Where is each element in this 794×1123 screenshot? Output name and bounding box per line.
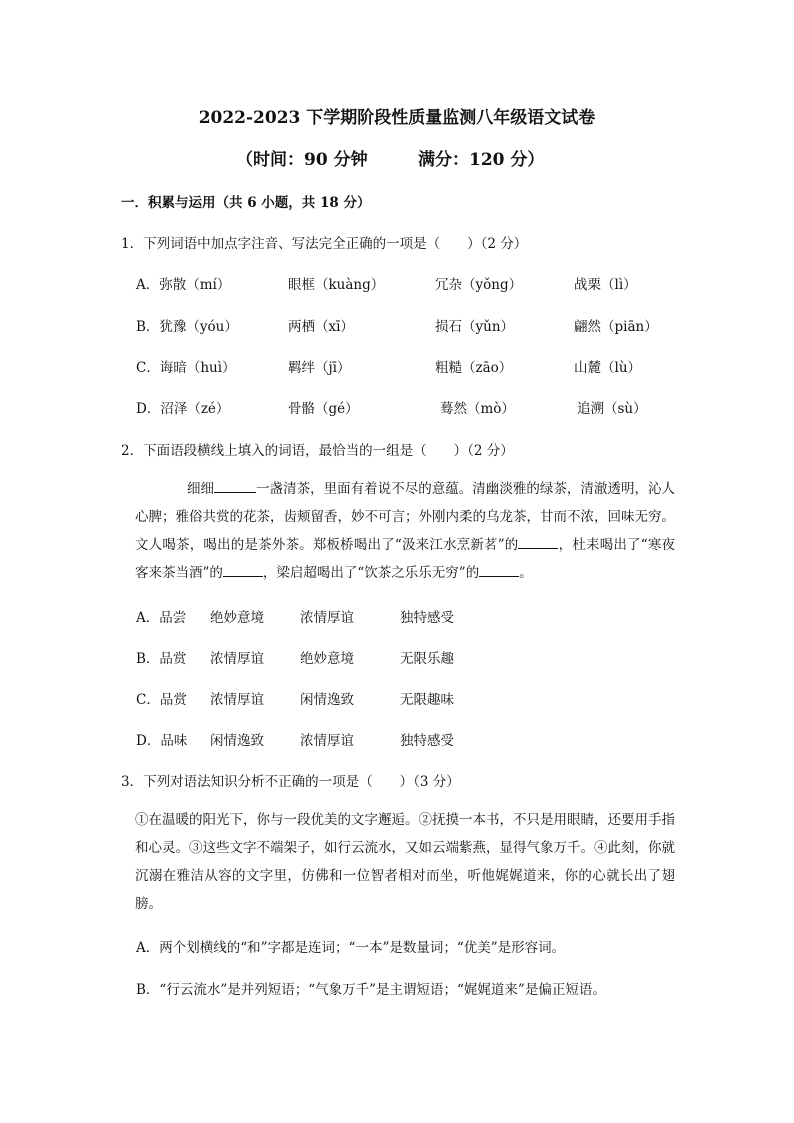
q2-option-d-2: 闲情逸致 [210, 733, 264, 749]
q2-option-d-4: 独特感受 [400, 733, 454, 749]
q2-option-a-1: A．品尝 [136, 610, 187, 626]
q1-option-b-3: 损石（yǔn） [435, 319, 515, 335]
q1-option-d-2: 骨骼（gé） [288, 401, 359, 417]
q3-option-b: B．“行云流水”是并列短语；“气象万千”是主谓短语；“娓娓道来”是偏正短语。 [136, 982, 606, 998]
question-2-passage [135, 475, 675, 587]
q1-option-d-3: 蓦然（mò） [440, 401, 515, 417]
q2-option-b-2: 浓情厚谊 [210, 651, 264, 667]
fill-blank [214, 478, 256, 493]
passage-text: 。 [519, 565, 533, 581]
q2-option-b-4: 无限乐趣 [400, 651, 454, 667]
passage-text: 一盏清茶，里面有着说不尽的意蕴。清幽淡雅的绿茶，清澈透明，沁人心脾；雅俗共赏的花茶，齿颊留香，妙不可言；外刚内柔的乌龙茶，甘而不浓，回味无穷。文人喝茶，喝出的是茶外茶。郑板桥喝出了“汲来江水烹新茗”的 [135, 481, 676, 553]
question-3-stem: 3．下列对语法知识分析不正确的一项是（ ）（3 分） [121, 774, 460, 790]
fill-blank [479, 562, 519, 577]
q2-option-c-3: 闲情逸致 [300, 692, 354, 708]
question-1-stem: 1．下列词语中加点字注音、写法完全正确的一项是（ ）（2 分） [121, 236, 528, 252]
q2-option-b-1: B．品赏 [136, 651, 187, 667]
q2-option-b-3: 绝妙意境 [300, 651, 354, 667]
q2-option-c-2: 浓情厚谊 [210, 692, 264, 708]
q2-option-d-3: 浓情厚谊 [300, 733, 354, 749]
q1-option-b-2: 两栖（xī） [288, 319, 354, 335]
page-title: 2022-2023 下学期阶段性质量监测八年级语文试卷 [198, 108, 596, 128]
q1-option-a-1: A．弥散（mí） [136, 277, 231, 293]
fill-blank [518, 534, 558, 549]
q1-option-c-2: 羁绊（jī） [288, 360, 351, 376]
passage-text: ，梁启超喝出了“饮茶之乐乐无穷”的 [262, 565, 480, 581]
q2-option-d-1: D．品味 [136, 733, 188, 749]
q1-option-c-4: 山麓（lù） [574, 360, 642, 376]
q3-option-a: A．两个划横线的“和”字都是连词；“一本”是数量词；“优美”是形容词。 [136, 940, 566, 956]
fill-blank [223, 562, 263, 577]
q1-option-a-2: 眼框（kuàng） [288, 277, 385, 293]
q2-option-a-2: 绝妙意境 [210, 610, 264, 626]
q2-option-c-4: 无限趣味 [400, 692, 454, 708]
exam-time-info: （时间：90 分钟 [236, 150, 368, 170]
q1-option-a-3: 冗杂（yǒng） [435, 277, 523, 293]
q1-option-b-1: B．犹豫（yóu） [136, 319, 238, 335]
question-3-passage: ①在温暖的阳光下，你与一段优美的文字邂逅。②抚摸一本书，不只是用眼睛，还要用手指和心灵。③这些文字不端架子，如行云流水，又如云端紫燕，显得气象万千。④此刻，你就沉溺在雅洁从容的文字里，仿佛和一位智者相对而坐，听他娓娓道来，你的心就长出了翅膀。 [135, 812, 675, 912]
exam-score-info: 满分：120 分） [418, 150, 545, 170]
passage-text: ，杜耒喝出了“寒夜客来茶当酒”的 [135, 537, 675, 581]
q1-option-d-4: 追溯（sù） [577, 401, 647, 417]
q2-option-a-4: 独特感受 [400, 610, 454, 626]
q1-option-b-4: 翩然（piān） [574, 319, 658, 335]
q1-option-a-4: 战栗（lì） [574, 277, 637, 293]
q2-option-a-3: 浓情厚谊 [300, 610, 354, 626]
q1-option-c-1: C．诲暗（huì） [136, 360, 236, 376]
q2-option-c-1: C．品赏 [136, 692, 187, 708]
q1-option-c-3: 粗糙（zāo） [435, 360, 513, 376]
passage-text: 细细 [187, 481, 215, 497]
question-2-stem: 2．下面语段横线上填入的词语，最恰当的一组是（ ）（2 分） [121, 443, 514, 459]
section-heading: 一．积累与运用（共 6 小题，共 18 分） [121, 195, 371, 211]
q1-option-d-1: D．沼泽（zé） [136, 401, 230, 417]
